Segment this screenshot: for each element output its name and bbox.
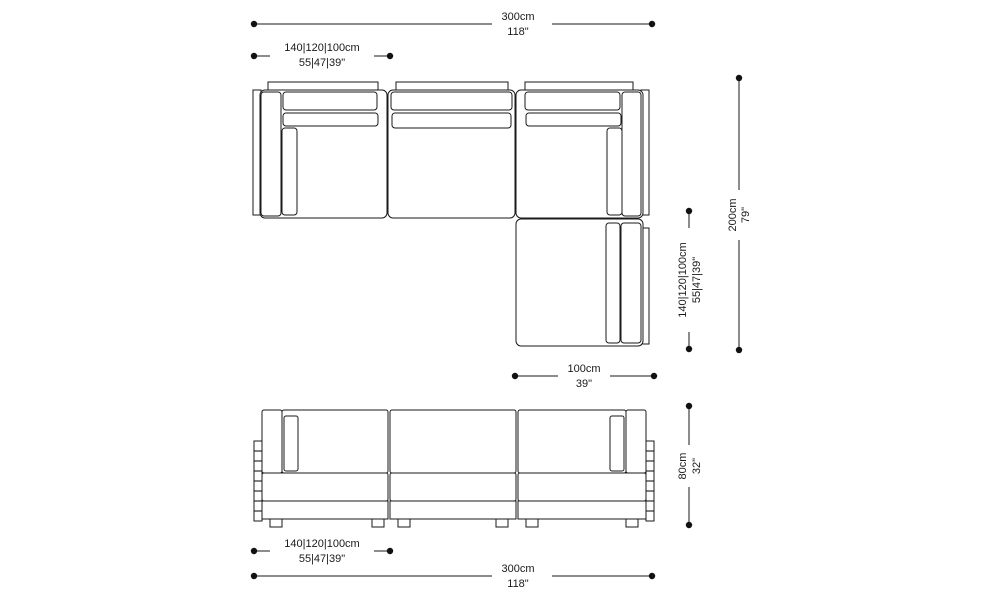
top-module-in: 55|47|39" bbox=[298, 57, 346, 69]
plan-module-right bbox=[516, 90, 643, 218]
top-overall-width-dimension bbox=[251, 8, 655, 40]
plan-module-middle bbox=[388, 90, 515, 218]
bottom-module-cm: 140|120|100cm bbox=[284, 538, 360, 550]
bottom-module-in: 55|47|39" bbox=[298, 553, 346, 565]
right-depth-cm: 200cm bbox=[727, 198, 739, 232]
plan-chaise bbox=[516, 219, 649, 346]
plan-view bbox=[253, 82, 649, 346]
front-module-middle bbox=[390, 410, 516, 527]
chaise-length-in: 55|47|39" bbox=[691, 256, 703, 304]
front-left-arm bbox=[254, 441, 262, 521]
right-depth-dimension bbox=[722, 75, 756, 353]
bottom-width-cm: 300cm bbox=[501, 563, 535, 575]
chaise-length-cm: 140|120|100cm bbox=[677, 242, 689, 318]
chaise-length-dimension bbox=[672, 208, 706, 352]
top-module-cm: 140|120|100cm bbox=[284, 42, 360, 54]
bottom-module-width-dimension bbox=[251, 535, 393, 567]
right-depth-in: 79" bbox=[740, 206, 752, 224]
front-module-right bbox=[518, 410, 646, 527]
top-width-in: 118" bbox=[507, 26, 529, 38]
chaise-width-in: 39" bbox=[575, 378, 593, 390]
front-height-dimension bbox=[672, 403, 706, 528]
top-width-cm: 300cm bbox=[501, 11, 535, 23]
front-module-left bbox=[262, 410, 388, 527]
front-elevation bbox=[254, 410, 654, 527]
chaise-width-dimension bbox=[512, 360, 657, 392]
top-module-width-dimension bbox=[251, 40, 393, 72]
front-height-in: 32" bbox=[691, 457, 703, 475]
plan-module-left bbox=[260, 90, 387, 218]
front-height-cm: 80cm bbox=[677, 452, 689, 480]
chaise-width-cm: 100cm bbox=[567, 363, 601, 375]
bottom-width-in: 118" bbox=[507, 578, 529, 590]
front-right-arm bbox=[646, 441, 654, 521]
